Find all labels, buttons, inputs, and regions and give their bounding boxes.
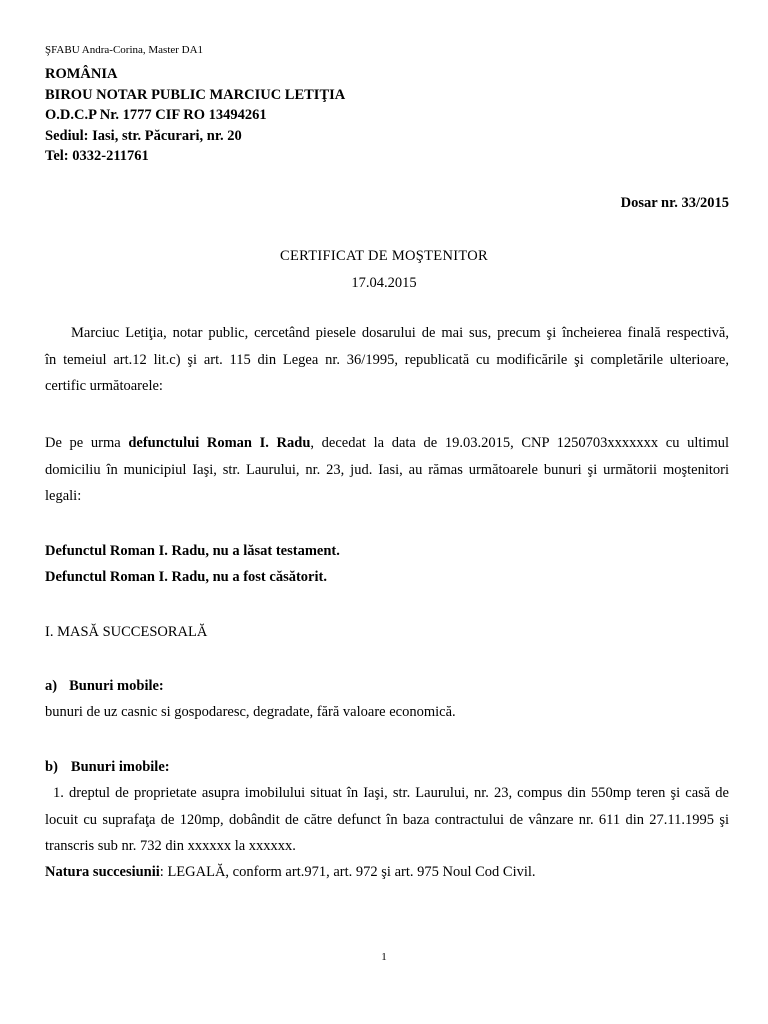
immovable-line-3: transcris sub nr. 732 din xxxxxx la xxxxxx. (45, 838, 296, 854)
deceased-prefix: De pe urma (45, 435, 129, 451)
dosar-number: Dosar nr. 33/2015 (620, 195, 729, 211)
deceased-paragraph (45, 430, 729, 510)
immovable-label: b) (45, 759, 58, 775)
statement-no-will: Defunctul Roman I. Radu, nu a lăsat testament. (45, 543, 340, 559)
deceased-line-3: legali: (45, 488, 82, 504)
notary-header (45, 64, 345, 167)
movable-label: a) (45, 678, 58, 694)
movable-text: bunuri de uz casnic si gospodaresc, degradate, fără valoare economică. (45, 704, 456, 720)
immovable-line-2: locuit cu suprafaţa de 120mp, dobândit de către defunct în baza contractului de vânzare nr. 611 din 27.11.1995 şi (45, 811, 729, 828)
deceased-line-1 (45, 430, 729, 457)
succession-nature-label: Natura succesiunii (45, 864, 160, 880)
header-address: Sediul: Iasi, str. Păcurari, nr. 20 (45, 127, 242, 144)
intro-line-2: în temeiul art.12 lit.c) şi art. 115 din Legea nr. 36/1995, republicată cu modificările şi completările ulterioare, (45, 351, 729, 368)
immovable-title: Bunuri imobile: (70, 759, 170, 775)
immovable-paragraph (45, 780, 729, 807)
immovable-paragraph-cont (45, 807, 729, 860)
immovable-line-1: 1. dreptul de proprietate asupra imobilului situat în Iaşi, str. Laurului, nr. 23, compus din 550mp teren şi casă de (53, 785, 729, 801)
intro-line-1: Marciuc Letiţia, notar public, cercetând piesele dosarului de mai sus, precum şi încheierea finală respectivă, (71, 325, 729, 341)
header-phone: Tel: 0332-211761 (45, 148, 149, 164)
movable-title: Bunuri mobile: (69, 678, 164, 694)
statement-not-married: Defunctul Roman I. Radu, nu a fost căsătorit. (45, 569, 327, 585)
header-office: BIROU NOTAR PUBLIC MARCIUC LETIŢIA (45, 86, 346, 103)
succession-nature-text: : LEGALĂ, conform art.971, art. 972 şi art. 975 Noul Cod Civil. (159, 864, 536, 880)
section-title: I. MASĂ SUCCESORALĂ (45, 624, 208, 640)
header-odcp: O.D.C.P Nr. 1777 CIF RO 13494261 (45, 107, 267, 123)
header-country: ROMÂNIA (45, 66, 118, 82)
immovable-heading (45, 754, 170, 780)
intro-line-3: certific următoarele: (45, 378, 163, 394)
movable-heading (45, 673, 164, 699)
document-date: 17.04.2015 (351, 275, 417, 291)
deceased-rest: , decedat la data de 19.03.2015, CNP 1250703xxxxxxx cu ultimul (310, 435, 730, 451)
succession-nature (45, 859, 536, 885)
author-line: ŞFABU Andra-Corina, Master DA1 (45, 44, 204, 56)
document-title: CERTIFICAT DE MOŞTENITOR (280, 248, 488, 264)
intro-paragraph (45, 320, 729, 347)
page-number: 1 (381, 951, 387, 963)
deceased-name: defunctului Roman I. Radu (128, 435, 311, 451)
intro-paragraph-cont (45, 347, 729, 400)
deceased-line-2: domiciliu în municipiul Iaşi, str. Laurului, nr. 23, jud. Iasi, au rămas următoarele bunuri şi următorii moştenitori (45, 461, 729, 478)
